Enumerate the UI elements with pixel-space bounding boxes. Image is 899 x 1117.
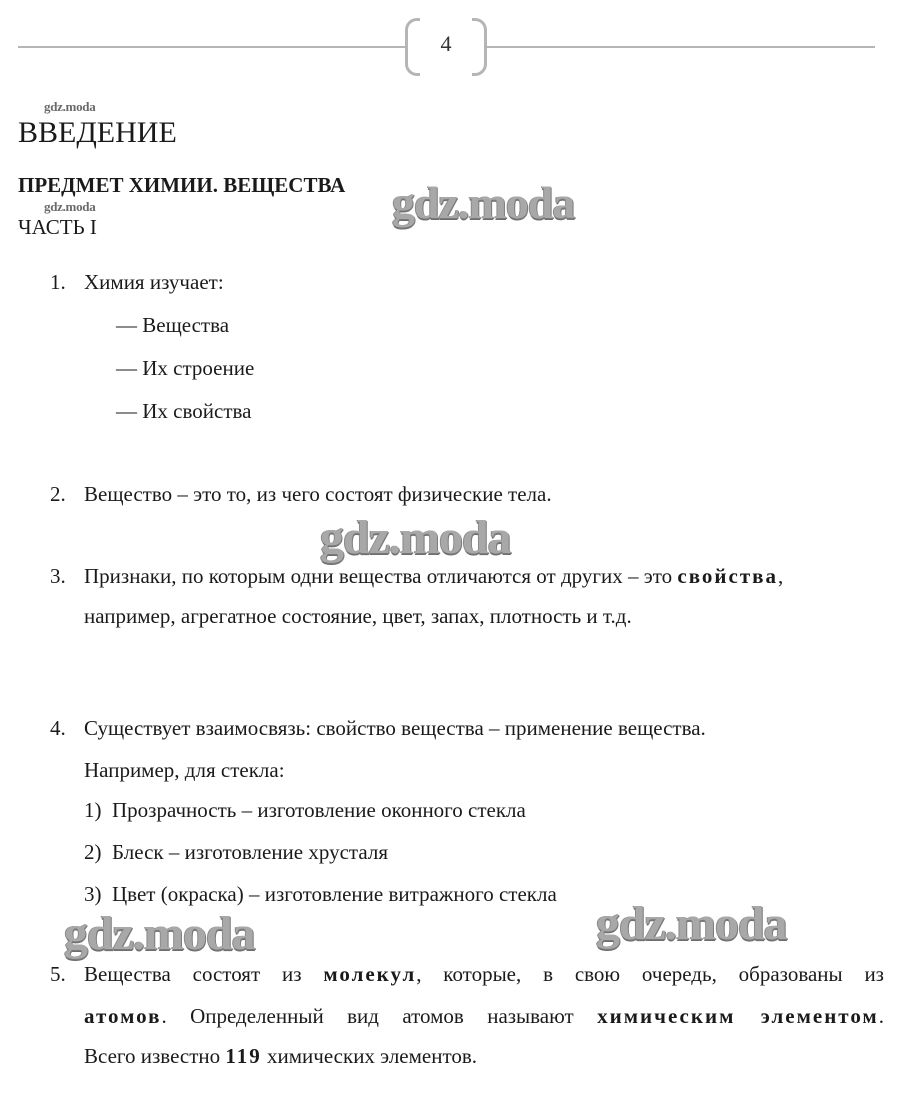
bold-term: химическим элементом xyxy=(597,1004,879,1028)
item-number: 2. xyxy=(50,482,66,506)
page-number-box xyxy=(405,18,487,74)
text-run: Признаки, по которым одни вещества отличаются от других – это xyxy=(84,564,678,588)
item-text-cont xyxy=(84,1044,477,1069)
watermark-large: gdz.moda xyxy=(64,907,255,960)
header-rule-left xyxy=(18,46,406,48)
text-run: . Определенный вид атомов называют xyxy=(161,1004,598,1028)
list-item: — Их строение xyxy=(116,356,255,380)
item-number: 3. xyxy=(50,564,66,588)
watermark-large: gdz.moda xyxy=(392,177,575,228)
list-text: Цвет (окраска) – изготовление витражного стекла xyxy=(112,882,557,906)
bold-term: молекул xyxy=(323,962,417,986)
bold-term: атомов xyxy=(84,1004,162,1028)
bold-term: 119 xyxy=(225,1044,262,1068)
item-text: Существует взаимосвязь: свойство вещества – применение вещества. xyxy=(84,716,706,740)
list-text: Блеск – изготовление хрусталя xyxy=(112,840,388,864)
text-run: , которые, в свою очередь, образованы из xyxy=(416,962,884,986)
page-number: 4 xyxy=(440,31,452,56)
text-run: Вещества состоят из xyxy=(84,962,324,986)
item-number: 1. xyxy=(50,270,66,294)
text-run: , xyxy=(777,564,784,588)
watermark-small: gdz.moda xyxy=(44,99,96,114)
text-run: Всего известно xyxy=(84,1044,226,1068)
list-number: 3) xyxy=(84,882,102,906)
header-rule-right xyxy=(487,46,875,48)
item-text xyxy=(84,962,884,987)
list-text: Прозрачность – изготовление оконного стекла xyxy=(112,798,526,822)
bold-term: свойства xyxy=(677,564,778,588)
bracket-left xyxy=(405,18,420,76)
item-number: 5. xyxy=(50,962,66,986)
item-example: Например, для стекла: xyxy=(84,758,285,782)
list-item xyxy=(84,882,557,907)
bracket-right xyxy=(472,18,487,76)
watermark-large: gdz.moda xyxy=(596,897,787,950)
list-number: 2) xyxy=(84,840,102,864)
item-text-cont: например, агрегатное состояние, цвет, запах, плотность и т.д. xyxy=(84,604,632,628)
list-item xyxy=(84,840,388,865)
item-text: Вещество – это то, из чего состоят физические тела. xyxy=(84,482,552,506)
section-heading: ПРЕДМЕТ ХИМИИ. ВЕЩЕСТВА xyxy=(18,173,346,197)
list-item: — Вещества xyxy=(116,313,230,337)
item-text xyxy=(84,564,783,589)
item-text: Химия изучает: xyxy=(84,270,224,294)
part-label: ЧАСТЬ I xyxy=(18,215,97,239)
list-item: — Их свойства xyxy=(116,399,252,423)
list-number: 1) xyxy=(84,798,102,822)
watermark-large: gdz.moda xyxy=(320,511,511,564)
list-item xyxy=(84,798,526,823)
item-text-cont xyxy=(84,1004,884,1029)
item-number: 4. xyxy=(50,716,66,740)
text-run: химических элементов. xyxy=(261,1044,478,1068)
page-heading: ВВЕДЕНИЕ xyxy=(18,116,177,149)
text-run: . xyxy=(878,1004,884,1028)
watermark-small: gdz.moda xyxy=(44,199,96,214)
